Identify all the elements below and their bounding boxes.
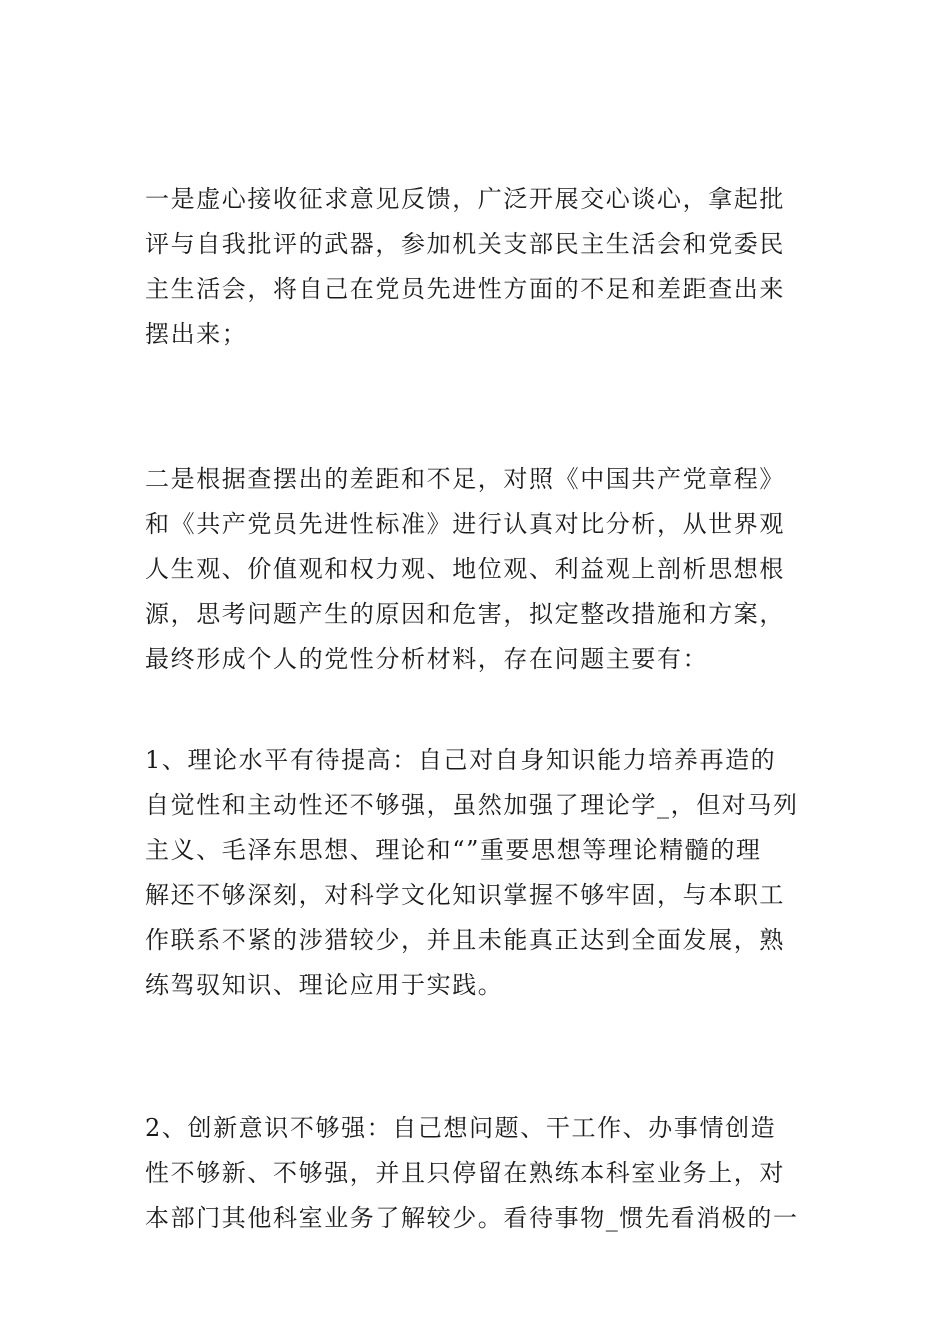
text-line: 1、理论水平有待提高：自己对自身知识能力培养再造的: [145, 746, 777, 774]
text-line: 评与自我批评的武器，参加机关支部民主生活会和党委民: [145, 230, 785, 258]
text-line: 一是虚心接收征求意见反馈，广泛开展交心谈心，拿起批: [145, 185, 785, 213]
text-line: 作联系不紧的涉猎较少，并且未能真正达到全面发展，熟: [145, 926, 785, 954]
paragraph-2: [145, 457, 810, 682]
text-line: 练驾驭知识、理论应用于实践。: [145, 971, 504, 999]
text-line: 摆出来；: [145, 320, 248, 348]
text-line: 人生观、价值观和权力观、地位观、利益观上剖析思想根: [145, 555, 785, 583]
text-line: 最终形成个人的党性分析材料，存在问题主要有：: [145, 645, 709, 673]
paragraph-1: [145, 177, 810, 357]
paragraph-3: [145, 738, 810, 1008]
text-line: 本部门其他科室业务了解较少。看待事物_惯先看消极的一: [145, 1204, 799, 1232]
text-line: 二是根据查摆出的差距和不足，对照《中国共产党章程》: [145, 465, 785, 493]
text-line: 性不够新、不够强，并且只停留在熟练本科室业务上，对: [145, 1159, 785, 1187]
paragraph-4: [145, 1106, 810, 1241]
text-line: 主生活会，将自己在党员先进性方面的不足和差距查出来: [145, 275, 785, 303]
text-line: 主义、毛泽东思想、理论和“”重要思想等理论精髓的理: [145, 836, 762, 864]
text-line: 和《共产党员先进性标准》进行认真对比分析，从世界观: [145, 510, 785, 538]
text-line: 2、创新意识不够强：自己想问题、干工作、办事情创造: [145, 1114, 777, 1142]
text-line: 源，思考问题产生的原因和危害，拟定整改措施和方案，: [145, 600, 785, 628]
text-line: 解还不够深刻，对科学文化知识掌握不够牢固，与本职工: [145, 881, 785, 909]
text-line: 自觉性和主动性还不够强，虽然加强了理论学_，但对马列: [145, 791, 799, 819]
